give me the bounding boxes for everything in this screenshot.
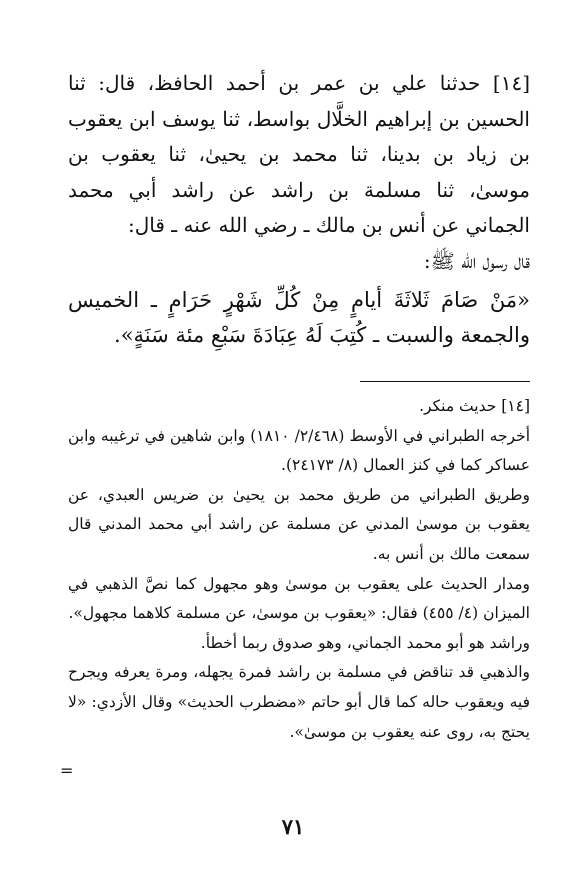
- footnote-takhrij: أخرجه الطبراني في الأوسط (٢/٤٦٨/ ١٨١٠) وابن شاهين في ترغيبه وابن عساكر كما في كنز العمال (٨/ ٢٤١٧٣).: [68, 426, 530, 475]
- prophet-saying-intro: قال رسول الله ﷺ:: [423, 248, 530, 273]
- isnad-paragraph: [١٤] حدثنا علي بن عمر بن أحمد الحافظ، قال: ثنا الحسين بن إبراهيم الخلَّال بواسط، ثنا يوسف ابن يعقوب بن زياد بن بدينا، ثنا محمد بن يحيىٰ، ثنا يعقوب بن موسىٰ، ثنا مسلمة بن راشد عن راشد أبي محمد الجماني عن أنس بن مالك ـ رضي الله عنه ـ قال:: [68, 71, 530, 237]
- footnote-dhahabi: والذهبي قد تناقض في مسلمة بن راشد فمرة يجهله، ومرة يعرفه ويجرح فيه ويعقوب حاله كما قال أبو حاتم «مضطرب الحديث» وقال الأزدي: «لا يحتج به، روى عنه يعقوب بن موسىٰ».: [68, 663, 530, 741]
- continuation-mark: =: [60, 761, 74, 780]
- page-number: ٧١: [281, 814, 305, 839]
- footnotes: [68, 392, 530, 747]
- footnote-chain: وطريق الطبراني من طريق محمد بن يحيىٰ بن ضريس العبدي، عن يعقوب بن موسىٰ المدني عن مسلمة عن راشد أبي محمد المدني قال سمعت مالك بن أنس به.: [68, 485, 530, 563]
- footnote-separator: [360, 381, 530, 382]
- footnote-grade: [١٤] حديث منكر.: [419, 397, 530, 415]
- footnote-rashid: وراشد هو أبو محمد الجماني، وهو صدوق ربما أخطأ.: [200, 633, 530, 652]
- hadith-text: «مَنْ صَامَ ثَلاثَةَ أيامٍ مِنْ كُلِّ شَهْرٍ حَرَامٍ ـ الخميس والجمعة والسبت ـ كُتِبَ لَهُ عِبَادَةَ سَبْعِ مئة سَنَةٍ».: [68, 288, 530, 347]
- main-text: [68, 66, 530, 353]
- footnote-illah: ومدار الحديث على يعقوب بن موسىٰ وهو مجهول كما نصَّ الذهبي في الميزان (٤/ ٤٥٥) فقال: «يعقوب بن موسىٰ، عن مسلمة كلاهما مجهول».: [68, 574, 530, 623]
